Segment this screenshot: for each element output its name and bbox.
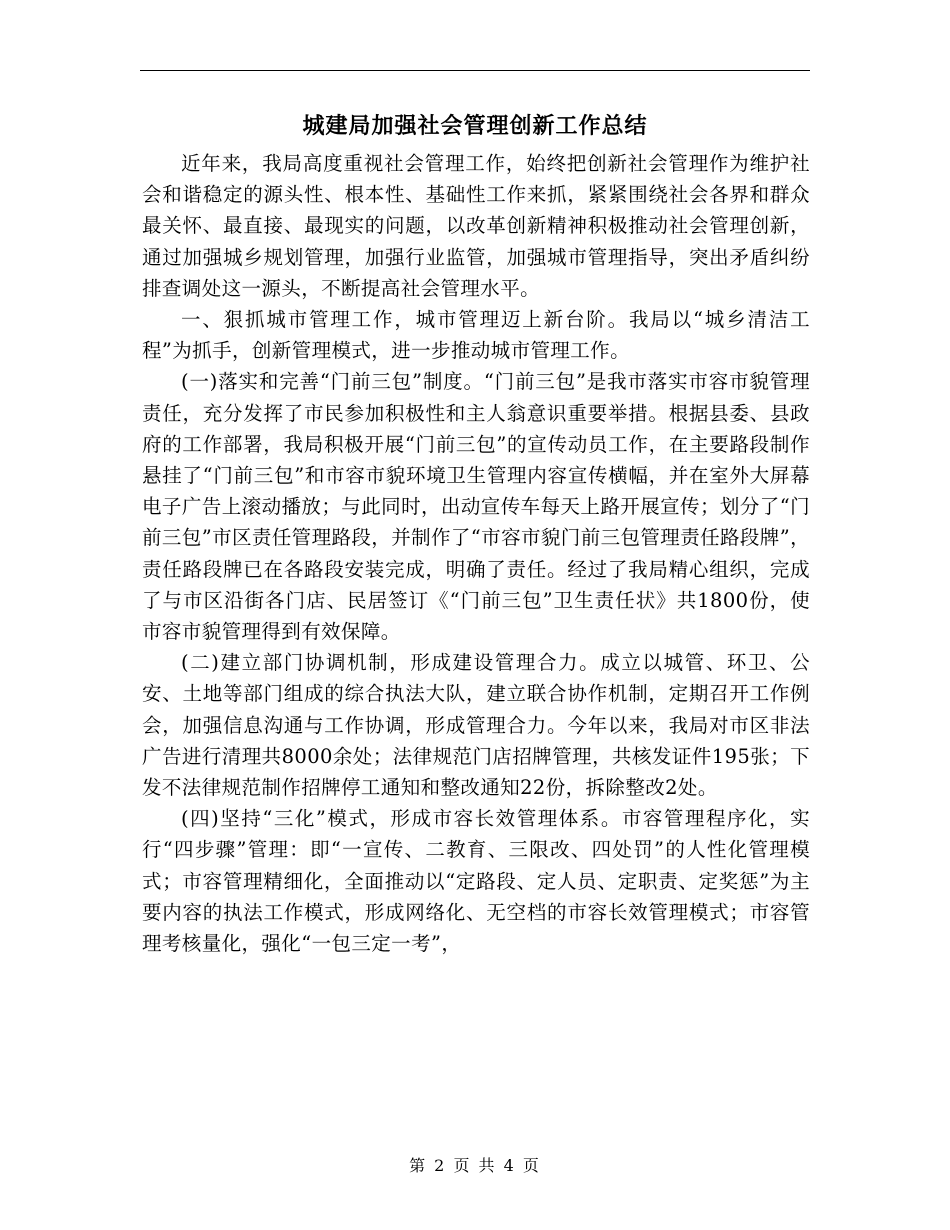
paragraph-item-4: (四)坚持“三化”模式，形成市容长效管理体系。市容管理程序化，实行“四步骤”管理：即“一宣传、二教育、三限改、四处罚”的人性化管理模式；市容管理精细化，全面推动以“定路段、定人员、定职责、定奖惩”为主要内容的执法工作模式，形成网络化、无空档的市容长效管理模式；市容管理考核量化，强化“一包三定一考”， xyxy=(142,807,810,956)
paragraph-intro: 近年来，我局高度重视社会管理工作，始终把创新社会管理作为维护社会和谐稳定的源头性、根本性、基础性工作来抓，紧紧围绕社会各界和群众最关怀、最直接、最现实的问题，以改革创新精神积极推动社会管理创新，通过加强城乡规划管理，加强行业监管，加强城市管理指导，突出矛盾纠纷排查调处这一源头，不断提高社会管理水平。 xyxy=(142,152,810,300)
paragraph-item-1: (一)落实和完善“门前三包”制度。“门前三包”是我市落实市容市貌管理责任，充分发挥了市民参加积极性和主人翁意识重要举措。根据县委、县政府的工作部署，我局积极开展“门前三包”的宣传动员工作，在主要路段制作悬挂了“门前三包”和市容市貌环境卫生管理内容宣传横幅，并在室外大屏幕电子广告上滚动播放；与此同时，出动宣传车每天上路开展宣传；划分了“门前三包”市区责任管理路段，并制作了“市容市貌门前三包管理责任路段牌”，责任路段牌已在各路段安装完成，明确了责任。经过了我局精心组织，完成了与市区沿街各门店、民居签订《“门前三包”卫生责任状》共1800份，使市容市貌管理得到有效保障。 xyxy=(142,370,810,644)
page-indicator: 第 2 页 共 4 页 xyxy=(409,1156,541,1175)
paragraph-section-1: 一、狠抓城市管理工作，城市管理迈上新台阶。我局以“城乡清洁工程”为抓手，创新管理模式，进一步推动城市管理工作。 xyxy=(142,308,810,363)
document-title: 城建局加强社会管理创新工作总结 xyxy=(302,113,648,139)
document-body xyxy=(142,148,810,959)
paragraph-item-2: (二)建立部门协调机制，形成建设管理合力。成立以城管、环卫、公安、土地等部门组成的综合执法大队，建立联合协作机制，定期召开工作例会，加强信息沟通与工作协调，形成管理合力。今年以来，我局对市区非法广告进行清理共8000余处；法律规范门店招牌管理，共核发证件195张；下发不法律规范制作招牌停工通知和整改通知22份，拆除整改2处。 xyxy=(142,651,810,800)
header-rule xyxy=(140,70,810,71)
